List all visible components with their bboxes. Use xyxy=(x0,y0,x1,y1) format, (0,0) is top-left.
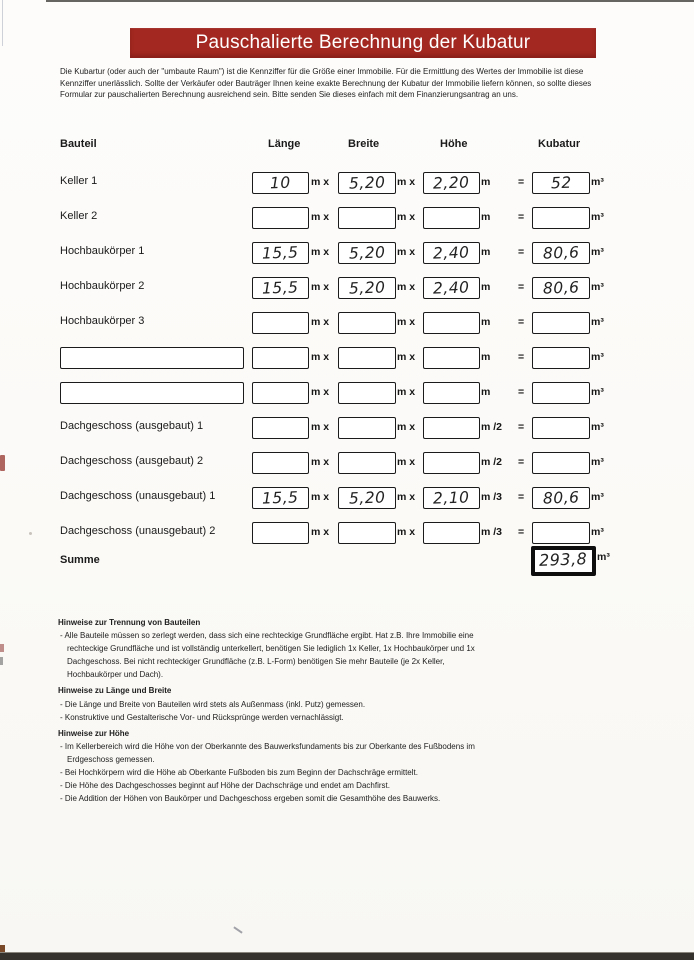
unit-m3: m³ xyxy=(597,551,610,563)
bauteil-name-field xyxy=(60,347,244,369)
handwritten-hoehe-value: 2,40 xyxy=(432,278,471,298)
hoehe-field xyxy=(423,207,480,229)
note-heading: Hinweise zur Höhe xyxy=(58,728,130,738)
unit-m3: m³ xyxy=(591,211,604,223)
hoehe-unit: m /3 xyxy=(481,491,503,503)
laenge-field xyxy=(252,172,309,194)
bauteil-label: Keller 2 xyxy=(60,210,98,222)
note-heading: Hinweise zur Trennung von Bauteilen xyxy=(58,618,201,627)
unit-m-x: m x xyxy=(397,386,416,398)
unit-m-x: m x xyxy=(397,176,416,188)
unit-m-x: m x xyxy=(311,176,330,188)
handwritten-breite-value: 5,20 xyxy=(348,243,386,263)
handwritten-laenge-value: 15,5 xyxy=(261,488,300,508)
hoehe-unit: m xyxy=(481,316,491,328)
hoehe-unit: m xyxy=(481,246,491,258)
note-item: - Bei Hochkörpern wird die Höhe ab Oberkante Fußboden bis zum Beginn der Dachschräge ermittelt. xyxy=(60,768,418,778)
kubatur-field xyxy=(532,382,590,404)
laenge-field xyxy=(252,417,309,439)
handwritten-summe-value: 293,8 xyxy=(539,549,588,570)
unit-m-x: m x xyxy=(397,316,416,328)
note-section xyxy=(58,616,490,681)
unit-m3: m³ xyxy=(591,316,604,328)
handwritten-kubatur-value: 52 xyxy=(550,173,572,193)
note-item: - Alle Bauteile müssen so zerlegt werden, dass sich eine rechteckige Grundfläche ergibt. Hat z.B. Ihre Immobilie eine rechteckige Grundfläche und ist vollständig unterkellert, benötigen Sie lediglich 1x Keller, 1x Hochbaukörper und 1x Dachgeschoss. Bei nicht rechteckiger Grundfläche (z.B. L-Form) benötigen Sie mehr Bauteile (je 2x Keller, Hochbaukörper und Dach). xyxy=(60,631,475,680)
laenge-field xyxy=(252,522,309,544)
unit-m-x: m x xyxy=(311,211,330,223)
unit-m-x: m x xyxy=(397,281,416,293)
column-header-bauteil: Bauteil xyxy=(60,138,97,150)
unit-m-x: m x xyxy=(397,351,416,363)
table-row xyxy=(60,166,635,201)
hoehe-field xyxy=(423,277,480,299)
hoehe-unit: m xyxy=(481,386,491,398)
hoehe-unit: m xyxy=(481,176,491,188)
bauteil-label: Dachgeschoss (unausgebaut) 2 xyxy=(60,525,216,537)
laenge-field xyxy=(252,347,309,369)
handwritten-kubatur-value: 80,6 xyxy=(542,278,580,298)
unit-m3: m³ xyxy=(591,246,604,258)
unit-m-x: m x xyxy=(311,491,330,503)
equals-sign: = xyxy=(518,351,525,363)
unit-m-x: m x xyxy=(311,351,330,363)
summe-row xyxy=(60,549,635,581)
equals-sign: = xyxy=(518,491,525,503)
handwritten-breite-value: 5,20 xyxy=(348,278,386,298)
red-pen-mark xyxy=(0,644,4,652)
red-pen-mark xyxy=(0,455,5,471)
equals-sign: = xyxy=(518,246,525,258)
table-row xyxy=(60,201,635,236)
unit-m3: m³ xyxy=(591,281,604,293)
table-row xyxy=(60,271,635,306)
hoehe-unit: m /3 xyxy=(481,526,503,538)
scan-bottom-edge xyxy=(0,952,694,960)
handwritten-laenge-value: 15,5 xyxy=(261,278,300,298)
handwritten-kubatur-value: 80,6 xyxy=(542,243,580,263)
breite-field xyxy=(338,312,396,334)
table-row xyxy=(60,446,635,481)
breite-field xyxy=(338,347,396,369)
unit-m-x: m x xyxy=(311,281,330,293)
unit-m-x: m x xyxy=(397,456,416,468)
summe-label: Summe xyxy=(60,554,100,566)
breite-field xyxy=(338,207,396,229)
unit-m-x: m x xyxy=(397,491,416,503)
note-section xyxy=(58,727,490,806)
unit-m-x: m x xyxy=(311,526,330,538)
breite-field xyxy=(338,277,396,299)
bauteil-label: Hochbaukörper 1 xyxy=(60,245,145,257)
unit-m-x: m x xyxy=(397,246,416,258)
laenge-field xyxy=(252,452,309,474)
hoehe-field xyxy=(423,522,480,544)
scan-speck xyxy=(29,532,32,535)
equals-sign: = xyxy=(518,526,525,538)
unit-m-x: m x xyxy=(311,421,330,433)
kubatur-field xyxy=(532,347,590,369)
note-heading: Hinweise zu Länge und Breite xyxy=(58,686,172,696)
column-header-kubatur: Kubatur xyxy=(538,138,581,150)
hoehe-field xyxy=(423,172,480,194)
scan-left-edge xyxy=(2,0,3,46)
laenge-field xyxy=(252,312,309,334)
unit-m3: m³ xyxy=(591,351,604,363)
laenge-field xyxy=(252,207,309,229)
note-item: - Die Länge und Breite von Bauteilen wird stets als Außenmass (inkl. Putz) gemessen. xyxy=(60,699,366,709)
unit-m-x: m x xyxy=(397,421,416,433)
kubatur-field xyxy=(532,522,590,544)
unit-m-x: m x xyxy=(397,526,416,538)
handwritten-breite-value: 5,20 xyxy=(348,488,386,508)
equals-sign: = xyxy=(518,386,525,398)
note-item: - Die Addition der Höhen von Baukörper und Dachgeschoss ergeben somit die Gesamthöhe des Bauwerks. xyxy=(60,794,441,804)
bauteil-label: Keller 1 xyxy=(60,175,98,187)
hoehe-field xyxy=(423,242,480,264)
scan-speck xyxy=(233,926,242,933)
note-item: - Im Kellerbereich wird die Höhe von der Oberkannte des Bauwerksfundaments bis zur Oberkante des Fußbodens im Erdgeschoss gemessen. xyxy=(60,741,475,764)
unit-m3: m³ xyxy=(591,386,604,398)
hoehe-field xyxy=(423,347,480,369)
equals-sign: = xyxy=(518,316,525,328)
breite-field xyxy=(338,452,396,474)
handwritten-hoehe-value: 2,40 xyxy=(432,243,471,263)
equals-sign: = xyxy=(518,456,525,468)
table-row xyxy=(60,306,635,341)
breite-field xyxy=(338,382,396,404)
form-rows xyxy=(60,166,635,551)
unit-m3: m³ xyxy=(591,421,604,433)
column-header-breite: Breite xyxy=(348,138,380,150)
kubatur-field xyxy=(532,487,590,509)
handwritten-kubatur-value: 80,6 xyxy=(542,488,580,508)
breite-field xyxy=(338,242,396,264)
equals-sign: = xyxy=(518,211,525,223)
kubatur-field xyxy=(532,417,590,439)
unit-m-x: m x xyxy=(311,316,330,328)
laenge-field xyxy=(252,487,309,509)
unit-m3: m³ xyxy=(591,456,604,468)
equals-sign: = xyxy=(518,281,525,293)
kubatur-field xyxy=(532,207,590,229)
handwritten-laenge-value: 15,5 xyxy=(261,243,300,263)
unit-m-x: m x xyxy=(311,246,330,258)
hoehe-field xyxy=(423,312,480,334)
note-section xyxy=(58,684,490,723)
column-header-hoehe: Höhe xyxy=(440,138,468,150)
hoehe-unit: m /2 xyxy=(481,421,503,433)
hoehe-unit: m xyxy=(481,281,491,293)
red-pen-mark xyxy=(0,657,3,665)
unit-m-x: m x xyxy=(397,211,416,223)
bauteil-label: Dachgeschoss (unausgebaut) 1 xyxy=(60,490,216,502)
hoehe-field xyxy=(423,417,480,439)
bauteil-name-field xyxy=(60,382,244,404)
breite-field xyxy=(338,522,396,544)
laenge-field xyxy=(252,277,309,299)
column-header-laenge: Länge xyxy=(268,138,301,150)
note-item: - Konstruktive und Gestalterische Vor- und Rücksprünge werden vernachlässigt. xyxy=(60,712,344,722)
hoehe-field xyxy=(423,487,480,509)
hoehe-unit: m /2 xyxy=(481,456,503,468)
breite-field xyxy=(338,172,396,194)
scan-top-edge xyxy=(46,0,694,2)
unit-m3: m³ xyxy=(591,526,604,538)
table-row xyxy=(60,376,635,411)
hoehe-unit: m xyxy=(481,211,491,223)
bauteil-label: Hochbaukörper 3 xyxy=(60,315,145,327)
table-row xyxy=(60,341,635,376)
intro-paragraph: Die Kubartur (oder auch der "umbaute Raum") ist die Kennziffer für die Größe einer Immobilie. Für die Ermittlung des Wertes der Immobilie ist diese Kennziffer unerlässlich. Sollte der Verkäufer oder Bauträger Ihnen keine exakte Berechnung der Kubatur der Immobilie liefern können, so sollte dieses Formular zur pauschalierten Berechnung ausreichend sein. Bitte senden Sie dieses einfach mit dem Finanzierungsantrag an uns. xyxy=(60,67,592,100)
form-title: Pauschalierte Berechnung der Kubatur xyxy=(130,28,596,58)
laenge-field xyxy=(252,242,309,264)
summe-field xyxy=(531,546,596,576)
laenge-field xyxy=(252,382,309,404)
bauteil-label: Dachgeschoss (ausgebaut) 1 xyxy=(60,420,204,432)
handwritten-laenge-value: 10 xyxy=(269,173,292,193)
table-row xyxy=(60,236,635,271)
hoehe-field xyxy=(423,382,480,404)
hoehe-field xyxy=(423,452,480,474)
unit-m-x: m x xyxy=(311,386,330,398)
kubatur-field xyxy=(532,452,590,474)
bauteil-label: Dachgeschoss (ausgebaut) 2 xyxy=(60,455,204,467)
handwritten-hoehe-value: 2,10 xyxy=(432,488,471,508)
handwritten-breite-value: 5,20 xyxy=(348,173,386,193)
bauteil-label: Hochbaukörper 2 xyxy=(60,280,145,292)
kubatur-field xyxy=(532,277,590,299)
unit-m3: m³ xyxy=(591,176,604,188)
unit-m3: m³ xyxy=(591,491,604,503)
unit-m-x: m x xyxy=(311,456,330,468)
kubatur-field xyxy=(532,312,590,334)
kubatur-field xyxy=(532,242,590,264)
note-item: - Die Höhe des Dachgeschosses beginnt auf Höhe der Dachschräge und endet am Dachfirst. xyxy=(60,781,390,791)
table-row xyxy=(60,481,635,516)
breite-field xyxy=(338,487,396,509)
breite-field xyxy=(338,417,396,439)
hoehe-unit: m xyxy=(481,351,491,363)
notes-section xyxy=(58,616,490,805)
kubatur-field xyxy=(532,172,590,194)
equals-sign: = xyxy=(518,421,525,433)
equals-sign: = xyxy=(518,176,525,188)
handwritten-hoehe-value: 2,20 xyxy=(432,173,471,193)
table-row xyxy=(60,411,635,446)
